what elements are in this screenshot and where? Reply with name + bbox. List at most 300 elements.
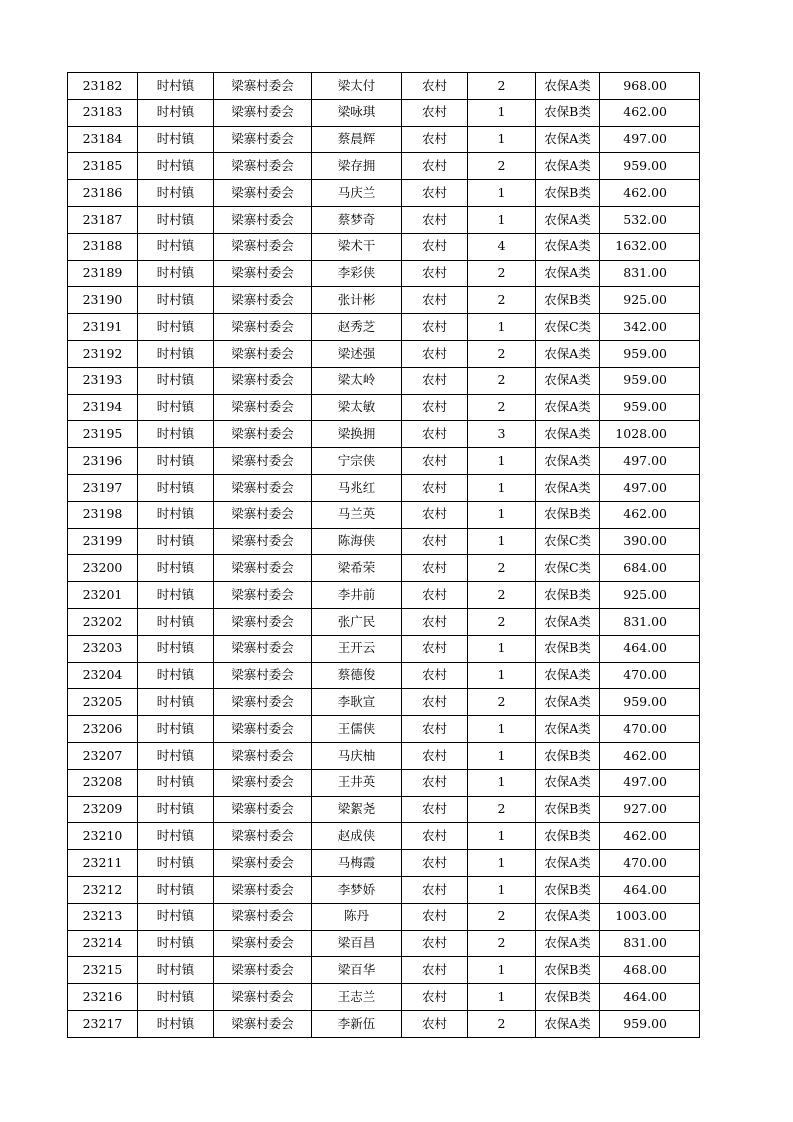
area-type-cell: 农村 (402, 314, 468, 341)
town-cell: 时村镇 (138, 260, 214, 287)
table-row (68, 555, 700, 582)
category-cell: 农保A类 (536, 394, 600, 421)
name-cell: 梁太岭 (312, 367, 402, 394)
town-cell: 时村镇 (138, 930, 214, 957)
name-cell: 李梦娇 (312, 876, 402, 903)
serial-number-cell: 23203 (68, 635, 138, 662)
amount-cell: 925.00 (600, 582, 700, 609)
category-cell: 农保A类 (536, 689, 600, 716)
town-cell: 时村镇 (138, 769, 214, 796)
area-type-cell: 农村 (402, 501, 468, 528)
name-cell: 马庆柚 (312, 742, 402, 769)
town-cell: 时村镇 (138, 742, 214, 769)
area-type-cell: 农村 (402, 421, 468, 448)
amount-cell: 497.00 (600, 769, 700, 796)
town-cell: 时村镇 (138, 528, 214, 555)
serial-number-cell: 23215 (68, 957, 138, 984)
amount-cell: 497.00 (600, 474, 700, 501)
town-cell: 时村镇 (138, 582, 214, 609)
area-type-cell: 农村 (402, 876, 468, 903)
table-row (68, 394, 700, 421)
village-committee-cell: 梁寨村委会 (214, 716, 312, 743)
name-cell: 李新伍 (312, 1010, 402, 1037)
household-size-cell: 1 (468, 984, 536, 1011)
household-size-cell: 2 (468, 367, 536, 394)
village-committee-cell: 梁寨村委会 (214, 126, 312, 153)
name-cell: 王开云 (312, 635, 402, 662)
serial-number-cell: 23189 (68, 260, 138, 287)
serial-number-cell: 23183 (68, 99, 138, 126)
table-row (68, 796, 700, 823)
household-size-cell: 1 (468, 474, 536, 501)
area-type-cell: 农村 (402, 153, 468, 180)
table-row (68, 99, 700, 126)
village-committee-cell: 梁寨村委会 (214, 233, 312, 260)
town-cell: 时村镇 (138, 73, 214, 100)
name-cell: 陈丹 (312, 903, 402, 930)
amount-cell: 470.00 (600, 716, 700, 743)
table-row (68, 287, 700, 314)
amount-cell: 831.00 (600, 260, 700, 287)
town-cell: 时村镇 (138, 957, 214, 984)
amount-cell: 497.00 (600, 126, 700, 153)
area-type-cell: 农村 (402, 796, 468, 823)
name-cell: 梁存拥 (312, 153, 402, 180)
household-size-cell: 1 (468, 742, 536, 769)
household-size-cell: 2 (468, 73, 536, 100)
serial-number-cell: 23188 (68, 233, 138, 260)
name-cell: 梁百昌 (312, 930, 402, 957)
village-committee-cell: 梁寨村委会 (214, 930, 312, 957)
area-type-cell: 农村 (402, 528, 468, 555)
serial-number-cell: 23198 (68, 501, 138, 528)
table-row (68, 233, 700, 260)
table-row (68, 206, 700, 233)
area-type-cell: 农村 (402, 769, 468, 796)
name-cell: 梁太付 (312, 73, 402, 100)
name-cell: 王儒侠 (312, 716, 402, 743)
area-type-cell: 农村 (402, 287, 468, 314)
village-committee-cell: 梁寨村委会 (214, 394, 312, 421)
household-size-cell: 1 (468, 180, 536, 207)
name-cell: 蔡德俊 (312, 662, 402, 689)
category-cell: 农保B类 (536, 742, 600, 769)
town-cell: 时村镇 (138, 501, 214, 528)
household-size-cell: 3 (468, 421, 536, 448)
village-committee-cell: 梁寨村委会 (214, 876, 312, 903)
area-type-cell: 农村 (402, 99, 468, 126)
name-cell: 赵成侠 (312, 823, 402, 850)
area-type-cell: 农村 (402, 260, 468, 287)
serial-number-cell: 23212 (68, 876, 138, 903)
town-cell: 时村镇 (138, 340, 214, 367)
amount-cell: 470.00 (600, 662, 700, 689)
serial-number-cell: 23191 (68, 314, 138, 341)
category-cell: 农保B类 (536, 287, 600, 314)
area-type-cell: 农村 (402, 662, 468, 689)
category-cell: 农保A类 (536, 73, 600, 100)
table-row (68, 421, 700, 448)
household-size-cell: 2 (468, 340, 536, 367)
category-cell: 农保A类 (536, 260, 600, 287)
serial-number-cell: 23214 (68, 930, 138, 957)
village-committee-cell: 梁寨村委会 (214, 340, 312, 367)
household-size-cell: 1 (468, 501, 536, 528)
serial-number-cell: 23207 (68, 742, 138, 769)
category-cell: 农保B类 (536, 876, 600, 903)
town-cell: 时村镇 (138, 421, 214, 448)
table-row (68, 903, 700, 930)
area-type-cell: 农村 (402, 608, 468, 635)
name-cell: 蔡晨辉 (312, 126, 402, 153)
table-row (68, 957, 700, 984)
village-committee-cell: 梁寨村委会 (214, 850, 312, 877)
category-cell: 农保B类 (536, 635, 600, 662)
town-cell: 时村镇 (138, 474, 214, 501)
table-row (68, 153, 700, 180)
category-cell: 农保B类 (536, 957, 600, 984)
category-cell: 农保B类 (536, 984, 600, 1011)
serial-number-cell: 23216 (68, 984, 138, 1011)
household-size-cell: 1 (468, 528, 536, 555)
name-cell: 张广民 (312, 608, 402, 635)
table-row (68, 367, 700, 394)
serial-number-cell: 23199 (68, 528, 138, 555)
amount-cell: 959.00 (600, 689, 700, 716)
household-size-cell: 2 (468, 608, 536, 635)
table-row (68, 823, 700, 850)
category-cell: 农保A类 (536, 126, 600, 153)
household-size-cell: 1 (468, 769, 536, 796)
table-row (68, 73, 700, 100)
category-cell: 农保A类 (536, 1010, 600, 1037)
village-committee-cell: 梁寨村委会 (214, 99, 312, 126)
serial-number-cell: 23196 (68, 448, 138, 475)
town-cell: 时村镇 (138, 314, 214, 341)
area-type-cell: 农村 (402, 206, 468, 233)
table-row (68, 608, 700, 635)
village-committee-cell: 梁寨村委会 (214, 474, 312, 501)
household-size-cell: 1 (468, 876, 536, 903)
table-row (68, 314, 700, 341)
category-cell: 农保B类 (536, 582, 600, 609)
serial-number-cell: 23194 (68, 394, 138, 421)
amount-cell: 959.00 (600, 367, 700, 394)
household-size-cell: 2 (468, 287, 536, 314)
area-type-cell: 农村 (402, 126, 468, 153)
area-type-cell: 农村 (402, 742, 468, 769)
serial-number-cell: 23202 (68, 608, 138, 635)
table-row (68, 769, 700, 796)
category-cell: 农保C类 (536, 555, 600, 582)
serial-number-cell: 23187 (68, 206, 138, 233)
town-cell: 时村镇 (138, 635, 214, 662)
village-committee-cell: 梁寨村委会 (214, 448, 312, 475)
area-type-cell: 农村 (402, 689, 468, 716)
table-row (68, 448, 700, 475)
beneficiary-table (67, 72, 700, 1038)
village-committee-cell: 梁寨村委会 (214, 206, 312, 233)
name-cell: 马兰英 (312, 501, 402, 528)
town-cell: 时村镇 (138, 716, 214, 743)
category-cell: 农保A类 (536, 903, 600, 930)
household-size-cell: 2 (468, 153, 536, 180)
area-type-cell: 农村 (402, 233, 468, 260)
amount-cell: 959.00 (600, 1010, 700, 1037)
village-committee-cell: 梁寨村委会 (214, 957, 312, 984)
amount-cell: 462.00 (600, 99, 700, 126)
area-type-cell: 农村 (402, 555, 468, 582)
household-size-cell: 1 (468, 314, 536, 341)
name-cell: 陈海侠 (312, 528, 402, 555)
area-type-cell: 农村 (402, 823, 468, 850)
table-row (68, 340, 700, 367)
town-cell: 时村镇 (138, 662, 214, 689)
table-row (68, 501, 700, 528)
name-cell: 宁宗侠 (312, 448, 402, 475)
name-cell: 梁絮尧 (312, 796, 402, 823)
serial-number-cell: 23201 (68, 582, 138, 609)
table-row (68, 876, 700, 903)
category-cell: 农保A类 (536, 340, 600, 367)
amount-cell: 462.00 (600, 742, 700, 769)
village-committee-cell: 梁寨村委会 (214, 287, 312, 314)
village-committee-cell: 梁寨村委会 (214, 662, 312, 689)
category-cell: 农保B类 (536, 180, 600, 207)
category-cell: 农保C类 (536, 314, 600, 341)
amount-cell: 1632.00 (600, 233, 700, 260)
area-type-cell: 农村 (402, 850, 468, 877)
amount-cell: 462.00 (600, 501, 700, 528)
village-committee-cell: 梁寨村委会 (214, 635, 312, 662)
name-cell: 梁换拥 (312, 421, 402, 448)
serial-number-cell: 23197 (68, 474, 138, 501)
town-cell: 时村镇 (138, 850, 214, 877)
town-cell: 时村镇 (138, 876, 214, 903)
name-cell: 王志兰 (312, 984, 402, 1011)
village-committee-cell: 梁寨村委会 (214, 421, 312, 448)
amount-cell: 925.00 (600, 287, 700, 314)
household-size-cell: 1 (468, 662, 536, 689)
amount-cell: 831.00 (600, 608, 700, 635)
village-committee-cell: 梁寨村委会 (214, 1010, 312, 1037)
amount-cell: 462.00 (600, 180, 700, 207)
serial-number-cell: 23192 (68, 340, 138, 367)
category-cell: 农保B类 (536, 501, 600, 528)
name-cell: 王井英 (312, 769, 402, 796)
name-cell: 马兆红 (312, 474, 402, 501)
category-cell: 农保A类 (536, 850, 600, 877)
serial-number-cell: 23185 (68, 153, 138, 180)
household-size-cell: 1 (468, 635, 536, 662)
serial-number-cell: 23200 (68, 555, 138, 582)
household-size-cell: 1 (468, 99, 536, 126)
area-type-cell: 农村 (402, 716, 468, 743)
town-cell: 时村镇 (138, 1010, 214, 1037)
area-type-cell: 农村 (402, 903, 468, 930)
category-cell: 农保A类 (536, 367, 600, 394)
area-type-cell: 农村 (402, 582, 468, 609)
amount-cell: 1003.00 (600, 903, 700, 930)
amount-cell: 470.00 (600, 850, 700, 877)
table-row (68, 474, 700, 501)
town-cell: 时村镇 (138, 796, 214, 823)
category-cell: 农保B类 (536, 796, 600, 823)
table-row (68, 582, 700, 609)
category-cell: 农保B类 (536, 99, 600, 126)
village-committee-cell: 梁寨村委会 (214, 796, 312, 823)
household-size-cell: 4 (468, 233, 536, 260)
town-cell: 时村镇 (138, 99, 214, 126)
amount-cell: 532.00 (600, 206, 700, 233)
category-cell: 农保A类 (536, 474, 600, 501)
name-cell: 李井前 (312, 582, 402, 609)
town-cell: 时村镇 (138, 608, 214, 635)
amount-cell: 462.00 (600, 823, 700, 850)
serial-number-cell: 23193 (68, 367, 138, 394)
town-cell: 时村镇 (138, 153, 214, 180)
amount-cell: 468.00 (600, 957, 700, 984)
amount-cell: 342.00 (600, 314, 700, 341)
area-type-cell: 农村 (402, 474, 468, 501)
area-type-cell: 农村 (402, 957, 468, 984)
village-committee-cell: 梁寨村委会 (214, 73, 312, 100)
village-committee-cell: 梁寨村委会 (214, 180, 312, 207)
serial-number-cell: 23217 (68, 1010, 138, 1037)
town-cell: 时村镇 (138, 823, 214, 850)
table-row (68, 716, 700, 743)
area-type-cell: 农村 (402, 367, 468, 394)
area-type-cell: 农村 (402, 930, 468, 957)
village-committee-cell: 梁寨村委会 (214, 314, 312, 341)
name-cell: 赵秀芝 (312, 314, 402, 341)
serial-number-cell: 23213 (68, 903, 138, 930)
town-cell: 时村镇 (138, 448, 214, 475)
serial-number-cell: 23190 (68, 287, 138, 314)
village-committee-cell: 梁寨村委会 (214, 260, 312, 287)
amount-cell: 968.00 (600, 73, 700, 100)
name-cell: 马梅霞 (312, 850, 402, 877)
table-row (68, 126, 700, 153)
village-committee-cell: 梁寨村委会 (214, 528, 312, 555)
category-cell: 农保A类 (536, 233, 600, 260)
table-row (68, 930, 700, 957)
name-cell: 李彩侠 (312, 260, 402, 287)
village-committee-cell: 梁寨村委会 (214, 153, 312, 180)
area-type-cell: 农村 (402, 984, 468, 1011)
village-committee-cell: 梁寨村委会 (214, 742, 312, 769)
category-cell: 农保C类 (536, 528, 600, 555)
amount-cell: 959.00 (600, 340, 700, 367)
category-cell: 农保A类 (536, 716, 600, 743)
category-cell: 农保A类 (536, 930, 600, 957)
household-size-cell: 2 (468, 930, 536, 957)
village-committee-cell: 梁寨村委会 (214, 608, 312, 635)
amount-cell: 390.00 (600, 528, 700, 555)
household-size-cell: 1 (468, 850, 536, 877)
amount-cell: 959.00 (600, 153, 700, 180)
town-cell: 时村镇 (138, 555, 214, 582)
serial-number-cell: 23206 (68, 716, 138, 743)
household-size-cell: 2 (468, 555, 536, 582)
household-size-cell: 1 (468, 448, 536, 475)
serial-number-cell: 23205 (68, 689, 138, 716)
household-size-cell: 2 (468, 903, 536, 930)
area-type-cell: 农村 (402, 1010, 468, 1037)
amount-cell: 464.00 (600, 635, 700, 662)
name-cell: 马庆兰 (312, 180, 402, 207)
village-committee-cell: 梁寨村委会 (214, 582, 312, 609)
name-cell: 梁太敏 (312, 394, 402, 421)
serial-number-cell: 23182 (68, 73, 138, 100)
household-size-cell: 1 (468, 206, 536, 233)
amount-cell: 497.00 (600, 448, 700, 475)
town-cell: 时村镇 (138, 287, 214, 314)
area-type-cell: 农村 (402, 340, 468, 367)
amount-cell: 464.00 (600, 876, 700, 903)
village-committee-cell: 梁寨村委会 (214, 984, 312, 1011)
category-cell: 农保B类 (536, 823, 600, 850)
serial-number-cell: 23209 (68, 796, 138, 823)
area-type-cell: 农村 (402, 73, 468, 100)
name-cell: 李耿宣 (312, 689, 402, 716)
household-size-cell: 2 (468, 260, 536, 287)
category-cell: 农保A类 (536, 769, 600, 796)
area-type-cell: 农村 (402, 448, 468, 475)
category-cell: 农保A类 (536, 448, 600, 475)
town-cell: 时村镇 (138, 903, 214, 930)
table-row (68, 635, 700, 662)
village-committee-cell: 梁寨村委会 (214, 555, 312, 582)
serial-number-cell: 23211 (68, 850, 138, 877)
household-size-cell: 1 (468, 126, 536, 153)
table-row (68, 528, 700, 555)
village-committee-cell: 梁寨村委会 (214, 689, 312, 716)
amount-cell: 927.00 (600, 796, 700, 823)
serial-number-cell: 23186 (68, 180, 138, 207)
town-cell: 时村镇 (138, 233, 214, 260)
category-cell: 农保A类 (536, 421, 600, 448)
name-cell: 梁希荣 (312, 555, 402, 582)
table-row (68, 742, 700, 769)
name-cell: 梁咏琪 (312, 99, 402, 126)
area-type-cell: 农村 (402, 394, 468, 421)
household-size-cell: 2 (468, 582, 536, 609)
table-row (68, 260, 700, 287)
serial-number-cell: 23210 (68, 823, 138, 850)
household-size-cell: 2 (468, 796, 536, 823)
amount-cell: 464.00 (600, 984, 700, 1011)
category-cell: 农保A类 (536, 153, 600, 180)
area-type-cell: 农村 (402, 635, 468, 662)
village-committee-cell: 梁寨村委会 (214, 367, 312, 394)
table-row (68, 984, 700, 1011)
table-row (68, 1010, 700, 1037)
name-cell: 梁术干 (312, 233, 402, 260)
town-cell: 时村镇 (138, 984, 214, 1011)
table-row (68, 180, 700, 207)
serial-number-cell: 23195 (68, 421, 138, 448)
name-cell: 梁述强 (312, 340, 402, 367)
table-row (68, 662, 700, 689)
amount-cell: 959.00 (600, 394, 700, 421)
town-cell: 时村镇 (138, 367, 214, 394)
household-size-cell: 1 (468, 957, 536, 984)
serial-number-cell: 23208 (68, 769, 138, 796)
category-cell: 农保A类 (536, 206, 600, 233)
town-cell: 时村镇 (138, 180, 214, 207)
amount-cell: 831.00 (600, 930, 700, 957)
